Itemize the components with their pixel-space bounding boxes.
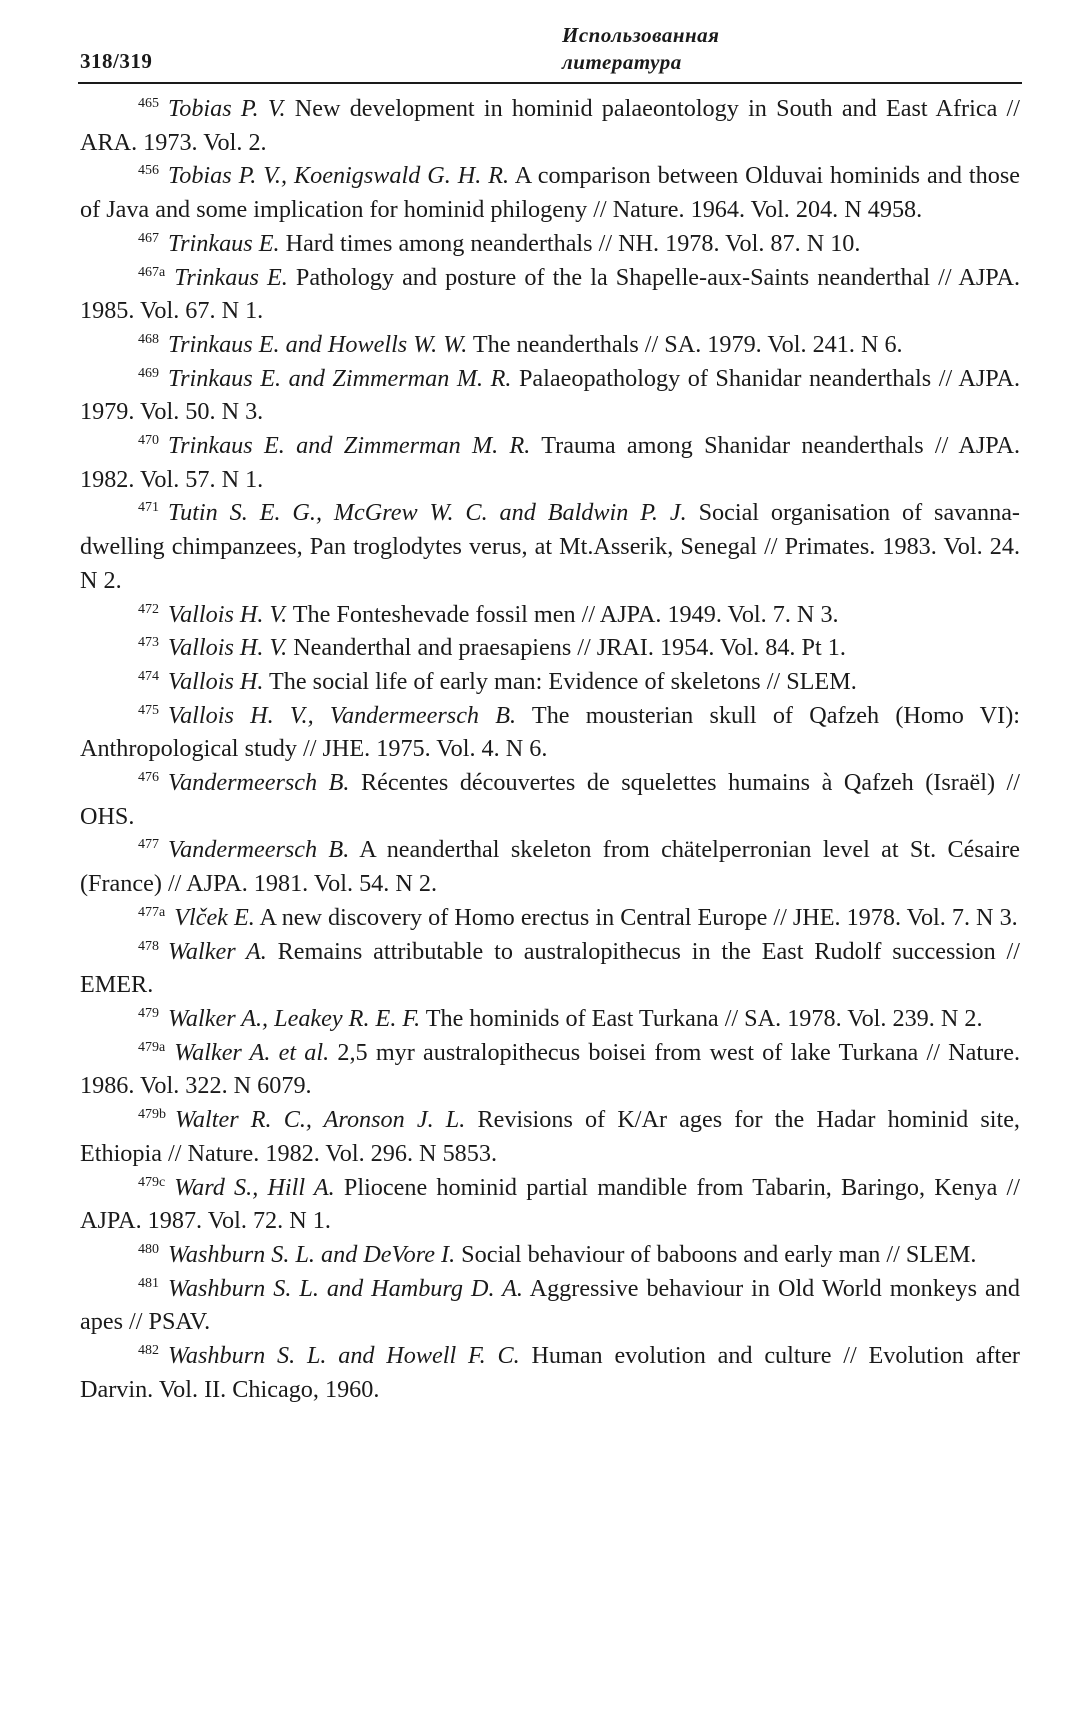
entry-number: 470 — [138, 433, 159, 449]
entry-author: Walker A. — [168, 937, 267, 965]
bibliography-entry — [80, 1036, 1020, 1103]
bibliography-entry — [80, 598, 1020, 632]
entry-text: The hominids of East Turkana // SA. 1978. Vol. 239. N 2. — [420, 1004, 983, 1032]
entry-author: Vandermeersch B. — [168, 769, 350, 797]
bibliography-entry — [80, 1171, 1020, 1238]
bibliography-entry — [80, 261, 1020, 328]
bibliography-entry — [80, 766, 1020, 833]
bibliography-entry — [80, 1002, 1020, 1036]
entry-number: 475 — [138, 702, 159, 718]
entry-number: 480 — [138, 1241, 159, 1257]
entry-text: Remains attributable to australopithecus in the East Rudolf succession // EMER. — [80, 937, 1020, 999]
bibliography-entry — [80, 496, 1020, 597]
bibliography-entry — [80, 833, 1020, 900]
entry-text: Human evolution and culture // Evolution after Darvin. Vol. II. Chicago, 1960. — [80, 1342, 1020, 1403]
entry-author: Washburn S. L. and DeVore I. — [168, 1240, 456, 1268]
bibliography-entry — [80, 665, 1020, 699]
entry-number: 467 — [138, 230, 159, 246]
bibliography-entry — [80, 631, 1020, 665]
entry-text: Social behaviour of baboons and early man // SLEM. — [455, 1240, 977, 1268]
entry-number: 474 — [138, 668, 159, 684]
entry-text: 2,5 myr australopithecus boisei from west of lake Turkana // Nature. 1986. Vol. 322. N 6079. — [80, 1038, 1020, 1100]
entry-author: Trinkaus E. and Howells W. W. — [168, 330, 468, 358]
entry-number: 467a — [138, 264, 166, 280]
entry-text: Revisions of K/Ar ages for the Hadar hominid site, Ethiopia // Nature. 1982. Vol. 296. N 5853. — [80, 1106, 1020, 1167]
entry-author: Washburn S. L. and Howell F. C. — [168, 1342, 520, 1370]
entry-number: 479 — [138, 1005, 159, 1021]
entry-author: Trinkaus E. and Zimmerman M. R. — [168, 364, 512, 392]
bibliography-entry — [80, 159, 1020, 226]
entry-number: 476 — [138, 770, 159, 786]
bibliography-entry — [80, 429, 1020, 496]
entry-number: 468 — [138, 331, 159, 347]
entry-text: Aggressive behaviour in Old World monkeys and apes // PSAV. — [80, 1274, 1020, 1336]
entry-author: Walker A. et al. — [174, 1038, 330, 1066]
bibliography-entry — [80, 1272, 1020, 1339]
entry-text: The Fonteshevade fossil men // AJPA. 1949. Vol. 7. N 3. — [287, 600, 839, 628]
bibliography-entry — [80, 227, 1020, 261]
bibliography-entry — [80, 1238, 1020, 1272]
bibliography-entry — [80, 901, 1020, 935]
bibliography-entry — [80, 92, 1020, 159]
entry-text: Neanderthal and praesapiens // JRAI. 1954. Vol. 84. Pt 1. — [287, 634, 846, 662]
entry-number: 481 — [138, 1275, 159, 1291]
entry-number: 456 — [138, 163, 159, 179]
entry-author: Trinkaus E. and Zimmerman M. R. — [168, 432, 531, 460]
entry-number: 482 — [138, 1343, 159, 1359]
entry-number: 477a — [138, 904, 166, 920]
entry-number: 472 — [138, 601, 159, 617]
entry-text: A new discovery of Homo erectus in Central Europe // JHE. 1978. Vol. 7. N 3. — [254, 903, 1018, 931]
entry-author: Tutin S. E. G., McGrew W. C. and Baldwin P. J. — [168, 499, 687, 527]
entry-author: Washburn S. L. and Hamburg D. A. — [168, 1274, 523, 1302]
bibliography-list — [80, 92, 1020, 1406]
entry-text: New development in hominid palaeontology in South and East Africa // ARA. 1973. Vol. 2. — [80, 95, 1020, 156]
entry-number: 479a — [138, 1039, 166, 1055]
bibliography-entry — [80, 699, 1020, 766]
running-head-line-2: литература — [562, 50, 682, 74]
entry-text: The mousterian skull of Qafzeh (Homo VI): Anthropological study // JHE. 1975. Vol. 4. N 6. — [80, 701, 1020, 763]
entry-text: A comparison between Olduvai hominids and those of Java and some implication for hominid philogeny // Nature. 1964. Vol. 204. N 4958. — [80, 162, 1020, 224]
entry-text: Trauma among Shanidar neanderthals // AJPA. 1982. Vol. 57. N 1. — [80, 432, 1020, 493]
entry-text: Social organisation of savanna-dwelling chimpanzees, Pan troglodytes verus, at Mt.Asserik, Senegal // Primates. 1983. Vol. 24. N 2. — [80, 499, 1020, 594]
entry-author: Vallois H. V. — [168, 600, 288, 628]
entry-number: 477 — [138, 837, 159, 853]
entry-number: 479c — [138, 1174, 166, 1190]
bibliography-entry — [80, 1339, 1020, 1406]
running-head — [562, 22, 719, 76]
entry-author: Vlček E. — [174, 903, 255, 931]
bibliography-entry — [80, 362, 1020, 429]
entry-author: Vallois H. V. — [168, 634, 288, 662]
page-number: 318/319 — [80, 49, 153, 73]
entry-number: 465 — [138, 96, 159, 111]
entry-author: Vallois H. — [168, 667, 264, 695]
entry-author: Trinkaus E. — [168, 229, 280, 257]
running-head-line-1: Использованная — [562, 23, 720, 47]
entry-author: Vandermeersch B. — [168, 836, 350, 864]
entry-author: Vallois H. V., Vandermeersch B. — [168, 701, 517, 729]
entry-text: The social life of early man: Evidence of skeletons // SLEM. — [263, 667, 857, 695]
entry-text: Récentes découvertes de squelettes humains à Qafzeh (Israël) // OHS. — [80, 769, 1020, 830]
entry-number: 469 — [138, 365, 159, 381]
entry-author: Ward S., Hill A. — [174, 1173, 335, 1201]
entry-number: 473 — [138, 635, 159, 651]
entry-text: The neanderthals // SA. 1979. Vol. 241. N 6. — [467, 330, 903, 358]
entry-author: Trinkaus E. — [174, 263, 288, 291]
entry-author: Tobias P. V., Koenigswald G. H. R. — [168, 162, 510, 190]
bibliography-entry — [80, 328, 1020, 362]
entry-number: 478 — [138, 938, 159, 954]
entry-text: Hard times among neanderthals // NH. 1978. Vol. 87. N 10. — [279, 229, 861, 257]
header-rule — [78, 82, 1022, 84]
entry-text: Pathology and posture of the la Shapelle-aux-Saints neanderthal // AJPA. 1985. Vol. 67. N 1. — [80, 263, 1020, 325]
entry-author: Walker A., Leakey R. E. F. — [168, 1004, 421, 1032]
entry-number: 479b — [138, 1107, 166, 1123]
entry-author: Tobias P. V. — [168, 95, 286, 122]
entry-author: Walter R. C., Aronson J. L. — [175, 1106, 466, 1134]
bibliography-entry — [80, 935, 1020, 1002]
entry-text: Palaeopathology of Shanidar neanderthals // AJPA. 1979. Vol. 50. N 3. — [80, 364, 1020, 426]
bibliography-entry — [80, 1103, 1020, 1170]
entry-text: A neanderthal skeleton from chätelperronian level at St. Césaire (France) // AJPA. 1981. Vol. 54. N 2. — [80, 836, 1021, 898]
page-header — [80, 22, 1020, 80]
entry-text: Pliocene hominid partial mandible from Tabarin, Baringo, Kenya // AJPA. 1987. Vol. 72. N 1. — [80, 1173, 1020, 1235]
entry-number: 471 — [138, 500, 159, 516]
